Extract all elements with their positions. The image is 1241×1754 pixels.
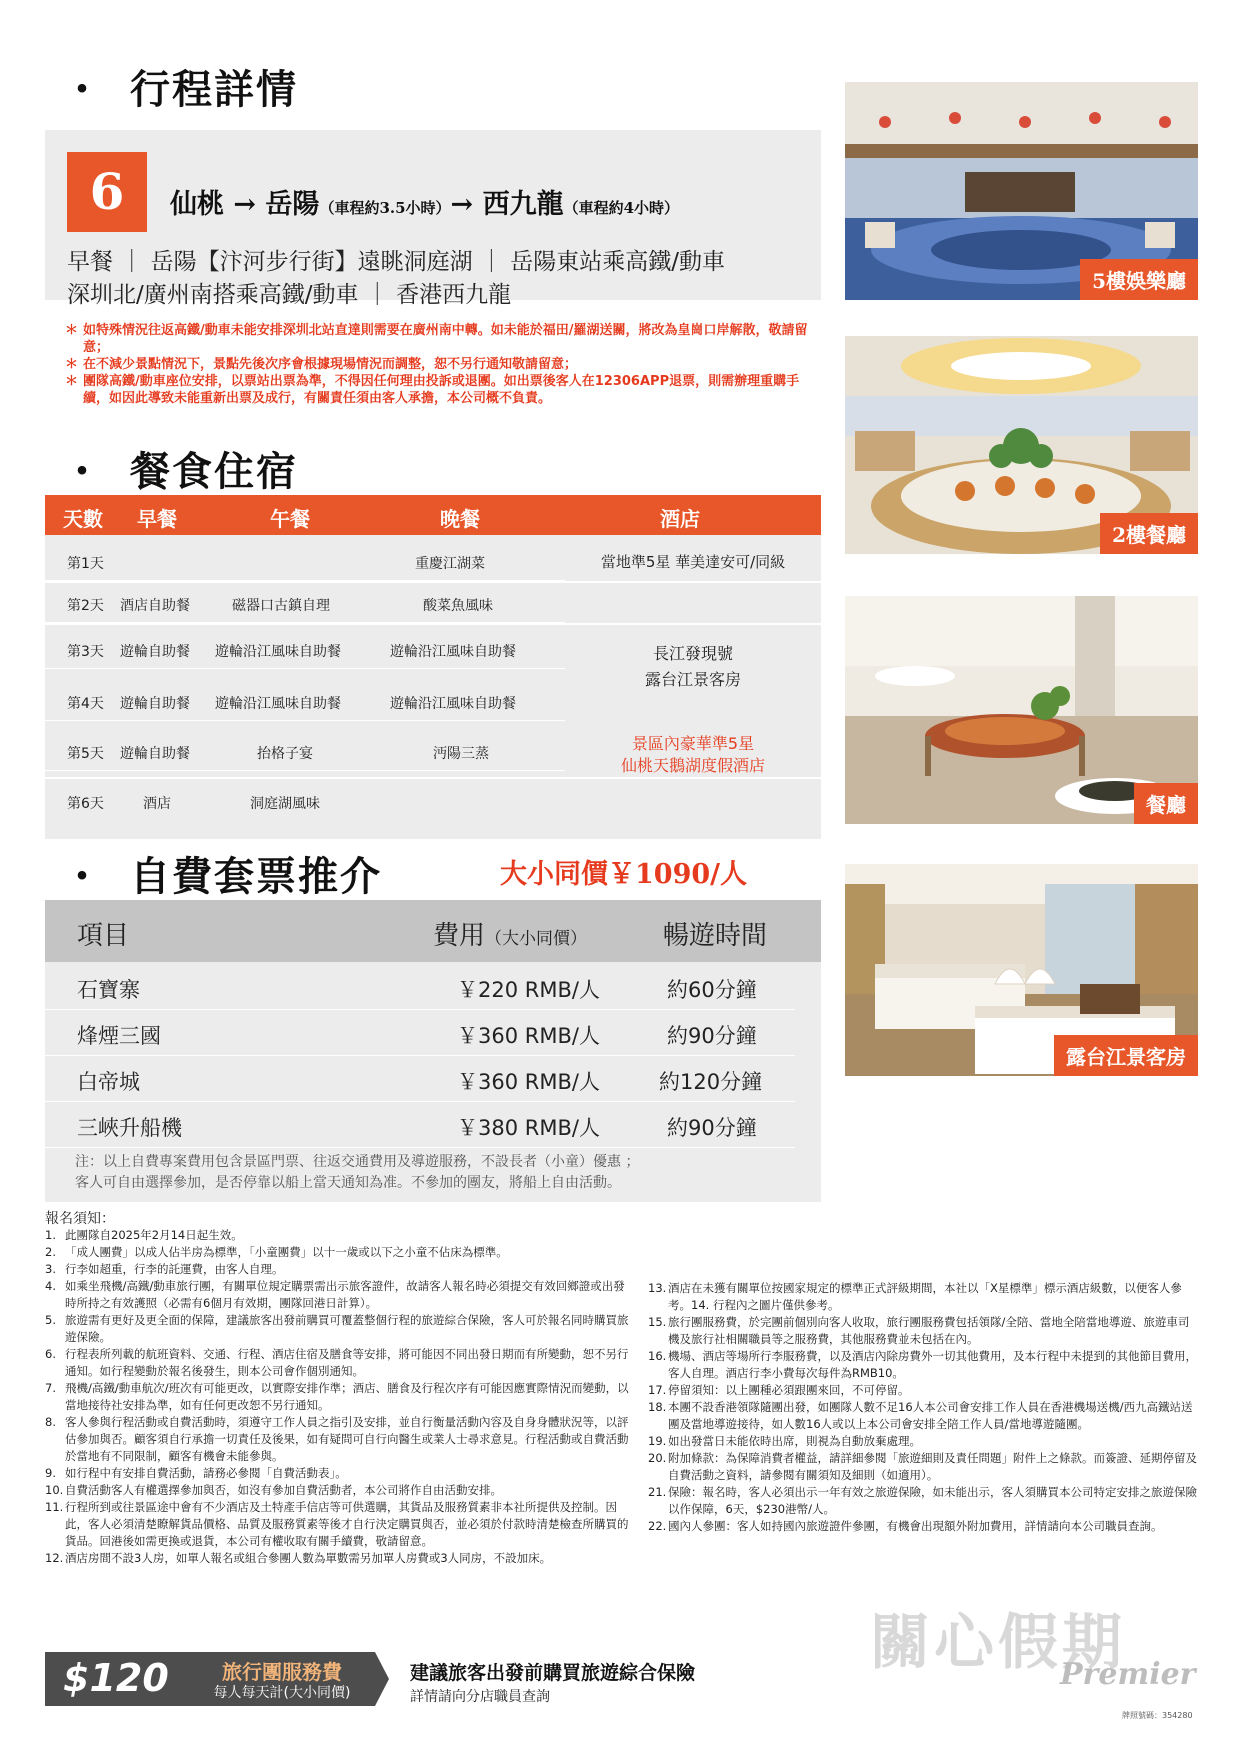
header-day: 天數	[63, 507, 103, 531]
terms-text: 酒店房間不設3人房，如單人報名或組合參團人數為單數需另加單人房費或3人同房，不設加床。	[65, 1551, 552, 1565]
terms-item	[648, 1399, 1198, 1433]
cell-dinner: 遊輪沿江風味自助餐	[390, 644, 516, 660]
header-item: 項目	[77, 921, 130, 951]
terms-item	[45, 1261, 635, 1278]
meals-section-title	[62, 440, 298, 497]
cell-duration: 約120分鐘	[659, 1070, 763, 1094]
cell-lunch: 抬格子宴	[257, 746, 313, 762]
photo-caption: 5樓娛樂廳	[1080, 259, 1198, 300]
cell-dinner: 遊輪沿江風味自助餐	[390, 696, 516, 712]
hotel-day5	[565, 733, 821, 777]
header-lunch: 午餐	[270, 507, 310, 531]
header-fee-label: 費用	[433, 921, 486, 951]
terms-number: 3.	[45, 1262, 56, 1276]
optional-section-title	[62, 845, 382, 902]
route-leg-b-duration: （車程約4小時）	[563, 199, 680, 217]
terms-number: 10.	[45, 1483, 64, 1497]
cell-duration: 約90分鐘	[667, 1116, 757, 1140]
day-route	[170, 182, 679, 221]
terms-number: 2.	[45, 1245, 56, 1259]
note-item	[65, 322, 825, 356]
cell-day: 第3天	[67, 644, 104, 660]
terms-text: 此團隊自2025年2月14日起生效。	[65, 1228, 243, 1242]
table-row	[45, 1056, 795, 1102]
terms-item	[648, 1518, 1198, 1535]
terms-number: 20.	[648, 1451, 667, 1465]
terms-text: 附加條款：為保障消費者權益，請詳細參閱「旅遊細則及責任問題」附件上之條款。而簽證、延期停留及自費活動之資料，請參閱有關須知及細則（如適用）。	[668, 1451, 1197, 1482]
optional-title-text: 自費套票推介	[130, 853, 382, 900]
cell-duration: 約90分鐘	[667, 1024, 757, 1048]
cell-item: 烽煙三國	[77, 1024, 161, 1048]
terms-number: 17.	[648, 1383, 667, 1397]
cell-day: 第4天	[67, 696, 104, 712]
cell-day: 第6天	[67, 796, 104, 812]
header-fee	[433, 915, 587, 952]
cell-fee: ￥380 RMB/人	[457, 1116, 600, 1140]
header-breakfast: 早餐	[137, 507, 177, 531]
terms-text: 如乘坐飛機/高鐵/動車旅行團，有關單位規定購票需出示旅客證件，故請客人報名時必須提交有效回鄉證或出發時所持之有效護照（必需有6個月有效期，團隊回港日計算）。	[65, 1279, 625, 1310]
day-number-badge: 6	[67, 152, 147, 232]
terms-text: 「成人團費」以成人佔半房為標準，「小童團費」以十一歲或以下之小童不佔床為標準。	[65, 1245, 508, 1259]
terms-item	[648, 1433, 1198, 1450]
terms-text: 客人參與行程活動或自費活動時，須遵守工作人員之指引及安排，並自行衡量活動內容及自身身體狀況等，以評估參加與否。顧客須自行承擔一切責任及後果，如有疑問可自行向醫生或業人士尋求意見。行程活動或自費活動於當地有不同限制，顧客有機會未能參與。	[65, 1415, 629, 1463]
hotel-day5-grade: 景區內豪華準5星	[631, 734, 755, 753]
terms-number: 16.	[648, 1349, 667, 1363]
terms-number: 13.	[648, 1281, 667, 1295]
day-activities	[67, 246, 807, 312]
service-fee-label: 旅行團服務費	[222, 1660, 342, 1684]
terms-number: 15.	[648, 1315, 667, 1329]
meals-table	[45, 495, 821, 839]
terms-number: 12.	[45, 1551, 64, 1565]
header-fee-note: （大小同價）	[485, 929, 588, 949]
arrow-right-icon	[375, 1652, 389, 1706]
terms-number: 7.	[45, 1381, 56, 1395]
meals-table-header	[45, 495, 821, 535]
route-leg-a: 仙桃 → 岳陽	[170, 189, 320, 220]
hotel-cruise	[565, 641, 821, 693]
hotel-cruise-name: 長江發現號	[652, 644, 733, 663]
package-price: 大小同價￥1090/人	[500, 859, 748, 890]
table-row	[45, 1010, 795, 1056]
terms-number: 5.	[45, 1313, 56, 1327]
optional-tours-table	[45, 900, 821, 1202]
terms-title: 報名須知：	[45, 1211, 115, 1227]
terms-item	[648, 1450, 1198, 1484]
cell-item: 三峽升船機	[77, 1116, 182, 1140]
license-number: 牌照號碼：354280	[1122, 1711, 1193, 1720]
terms-item	[45, 1465, 635, 1482]
terms-text: 行程所到或往景區途中會有不少酒店及土特產手信店等可供選購，其貨品及服務質素非本社所提供及控制。因此，客人必須清楚瞭解貨品價格、品質及服務質素等後才自行決定購買與否，並必須於付款時清楚檢查所購買的貨品。回港後如需更換或退貨，本公司有權收取有關手續費，敬請留意。	[65, 1500, 629, 1548]
terms-text: 旅行團服務費，於完團前個別向客人收取，旅行團服務費包括領隊/全陪、當地全陪當地導遊、旅遊車司機及旅行社相關職員等之服務費，其他服務費並未包括在內。	[668, 1315, 1190, 1346]
optional-note-line-2: 客人可自由選擇參加，是否停靠以船上當天通知為准。不參加的團友，將船上自由活動。	[75, 1175, 621, 1191]
header-hotel: 酒店	[660, 507, 700, 531]
cell-lunch: 遊輪沿江風味自助餐	[215, 644, 341, 660]
terms-text: 機場、酒店等場所行李服務費，以及酒店內除房費外一切其他費用，及本行程中未提到的其他節目費用，客人自理。酒店行李小費每次每件為RMB10。	[668, 1349, 1197, 1380]
photo-caption: 餐廳	[1134, 783, 1198, 824]
cell-item: 白帝城	[77, 1070, 140, 1094]
section-bullet: ・	[62, 66, 104, 113]
table-row	[45, 629, 565, 669]
cell-lunch: 磁器口古鎮自理	[232, 598, 330, 614]
terms-number: 6.	[45, 1347, 56, 1361]
service-fee-box	[45, 1652, 375, 1706]
terms-item	[45, 1227, 635, 1244]
day-block	[45, 130, 821, 308]
meals-title-text: 餐食住宿	[130, 448, 298, 495]
buffet-photo	[845, 596, 1198, 824]
table-row	[45, 541, 565, 581]
note-star-icon: ＊	[65, 374, 79, 389]
day-activities-line-1: 早餐 ｜ 岳陽【汴河步行街】遠眺洞庭湖 ｜ 岳陽東站乘高鐵/動車	[67, 249, 725, 275]
terms-text: 如行程中有安排自費活動，請務必參閱「自費活動表」。	[65, 1466, 347, 1480]
terms-item	[45, 1380, 635, 1414]
terms-number: 19.	[648, 1434, 667, 1448]
note-text: 如特殊情況往返高鐵/動車未能安排深圳北站直達則需要在廣州南中轉。如未能於福田/羅湖送關，將改為皇崗口岸解散，敬請留意；	[83, 323, 808, 355]
terms-left-column	[45, 1227, 635, 1567]
row-divider	[45, 777, 821, 779]
brand-name-cn: 關心假期	[870, 1608, 1126, 1678]
section-bullet: ・	[62, 853, 104, 900]
terms-item	[45, 1312, 635, 1346]
hotel-cruise-room: 露台江景客房	[644, 670, 741, 689]
terms-text: 飛機/高鐵/動車航次/班次有可能更改，以實際安排作準；酒店、膳食及行程次序有可能因應實際情況而變動，以當地接待社安排為準，如有任何更改恕不另行通知。	[65, 1381, 629, 1412]
terms-number: 22.	[648, 1519, 667, 1533]
optional-note	[75, 1152, 805, 1194]
row-divider	[565, 581, 821, 583]
lounge-photo	[845, 82, 1198, 300]
photo-caption: 露台江景客房	[1054, 1035, 1198, 1076]
terms-item	[45, 1414, 635, 1465]
terms-right-column	[648, 1280, 1198, 1535]
terms-text: 行李如超重，行李的託運費，由客人自理。	[65, 1262, 284, 1276]
terms-item	[648, 1382, 1198, 1399]
brand-name-en: Premier	[1060, 1657, 1196, 1692]
cell-breakfast: 遊輪自助餐	[120, 746, 190, 762]
note-item	[65, 356, 825, 373]
cell-fee: ￥360 RMB/人	[457, 1024, 600, 1048]
hotel-day5-name: 仙桃天鵝湖度假酒店	[620, 756, 765, 775]
photo-caption: 2樓餐廳	[1100, 513, 1198, 554]
table-row	[45, 583, 565, 623]
note-text: 團隊高鐵/動車座位安排，以票站出票為準，不得因任何理由投訴或退團。如出票後客人在12306APP退票，則需辦理重購手續，如因此導致未能重新出票及成行，有關責任須由客人承擔，本公司概不負責。	[83, 374, 800, 406]
terms-text: 本團不設香港領隊隨團出發，如團隊人數不足16人本公司會安排工作人員在香港機場送機/西九高鐵站送團及當地導遊接待，如人數16人或以上本公司會安排全陪工作人員/當地導遊隨團。	[668, 1400, 1193, 1431]
itinerary-title-text: 行程詳情	[130, 66, 298, 113]
table-row	[45, 731, 565, 771]
cell-day: 第1天	[67, 556, 104, 572]
insurance-advice: 建議旅客出發前購買旅遊綜合保險	[410, 1662, 696, 1684]
terms-item	[45, 1550, 635, 1567]
terms-number: 9.	[45, 1466, 56, 1480]
contact-note: 詳情請向分店職員查詢	[410, 1689, 550, 1705]
note-item	[65, 373, 825, 407]
optional-note-line-1: 注：以上自費專案費用包含景區門票、往返交通費用及導遊服務，不設長者（小童）優惠 ；	[75, 1154, 640, 1170]
route-leg-a-duration: （車程約3.5小時）	[319, 199, 451, 217]
cell-breakfast: 酒店	[143, 796, 171, 812]
service-fee-basis: 每人每天計(大小同價)	[213, 1685, 351, 1701]
table-row	[45, 1102, 795, 1148]
terms-number: 21.	[648, 1485, 667, 1499]
cell-dinner: 沔陽三蒸	[433, 746, 489, 762]
cell-breakfast: 遊輪自助餐	[120, 644, 190, 660]
row-divider	[45, 581, 565, 583]
terms-number: 8.	[45, 1415, 56, 1429]
terms-item	[648, 1484, 1198, 1518]
terms-item	[648, 1348, 1198, 1382]
route-leg-b: → 西九龍	[450, 189, 564, 220]
note-star-icon: ＊	[65, 357, 79, 372]
terms-number: 4.	[45, 1279, 56, 1293]
table-row	[45, 781, 565, 821]
terms-text: 如出發當日未能依時出席，則視為自動放棄處理。	[668, 1434, 921, 1448]
cell-lunch: 遊輪沿江風味自助餐	[215, 696, 341, 712]
cell-fee: ￥360 RMB/人	[457, 1070, 600, 1094]
cell-item: 石寶寨	[77, 978, 140, 1002]
row-divider	[45, 623, 821, 625]
dining-hall-photo	[845, 336, 1198, 554]
terms-text: 自費活動客人有權選擇參加與否，如沒有參加自費活動者，本公司將作自由活動安排。	[65, 1483, 502, 1497]
terms-item	[648, 1314, 1198, 1348]
cell-breakfast: 酒店自助餐	[120, 598, 190, 614]
terms-item	[45, 1244, 635, 1261]
terms-text: 保險：報名時，客人必須出示一年有效之旅遊保險，如未能出示，客人須購買本公司特定安排之旅遊保險以作保障，6天，$230港幣/人。	[668, 1485, 1197, 1516]
cell-fee: ￥220 RMB/人	[457, 978, 600, 1002]
terms-item	[45, 1482, 635, 1499]
terms-text: 酒店在未獲有關單位按國家規定的標準正式評級期間，本社以「X星標準」標示酒店級數，以便客人參考。14. 行程內之圖片僅供參考。	[668, 1281, 1182, 1312]
terms-text: 國內人參團：客人如持國內旅遊證件參團，有機會出現額外附加費用，詳情請向本公司職員查詢。	[668, 1519, 1163, 1533]
cell-lunch: 洞庭湖風味	[250, 796, 320, 812]
itinerary-notes	[65, 322, 825, 407]
terms-item	[45, 1346, 635, 1380]
terms-number: 1.	[45, 1228, 56, 1242]
service-fee-amount: $120	[63, 1656, 169, 1700]
terms-text: 旅遊需有更好及更全面的保障，建議旅客出發前購買可覆蓋整個行程的旅遊綜合保險，客人可於報名同時購買旅遊保險。	[65, 1313, 629, 1344]
terms-item	[648, 1280, 1198, 1314]
itinerary-section-title	[62, 58, 298, 115]
cabin-photo	[845, 864, 1198, 1076]
section-bullet: ・	[62, 448, 104, 495]
note-star-icon: ＊	[65, 323, 79, 338]
brand-logo	[870, 1595, 1200, 1705]
cell-breakfast: 遊輪自助餐	[120, 696, 190, 712]
terms-item	[45, 1499, 635, 1550]
cell-day: 第5天	[67, 746, 104, 762]
cell-dinner: 酸菜魚風味	[423, 598, 493, 614]
note-text: 在不減少景點情況下，景點先後次序會根據現場情況而調整，恕不另行通知敬請留意；	[83, 357, 578, 372]
optional-table-header	[45, 900, 821, 962]
cell-day: 第2天	[67, 598, 104, 614]
table-row	[45, 681, 565, 721]
terms-text: 停留須知：以上團種必須跟團來回，不可停留。	[668, 1383, 910, 1397]
terms-number: 18.	[648, 1400, 667, 1414]
header-duration: 暢遊時間	[663, 921, 768, 951]
terms-text: 行程表所列載的航班資料、交通、行程、酒店住宿及膳食等安排，將可能因不同出發日期而有所變動，恕不另行通知。如行程變動於報名後發生，則本公司會作個別通知。	[65, 1347, 629, 1378]
header-dinner: 晚餐	[440, 507, 480, 531]
cell-duration: 約60分鐘	[667, 978, 757, 1002]
day-activities-line-2: 深圳北/廣州南搭乘高鐵/動車 ｜ 香港西九龍	[67, 282, 512, 308]
terms-number: 11.	[45, 1500, 64, 1514]
hotel-day1: 當地準5星 華美達安可/同級	[600, 553, 786, 571]
terms-item	[45, 1278, 635, 1312]
table-row	[45, 964, 795, 1010]
cell-dinner: 重慶江湖菜	[415, 556, 485, 572]
